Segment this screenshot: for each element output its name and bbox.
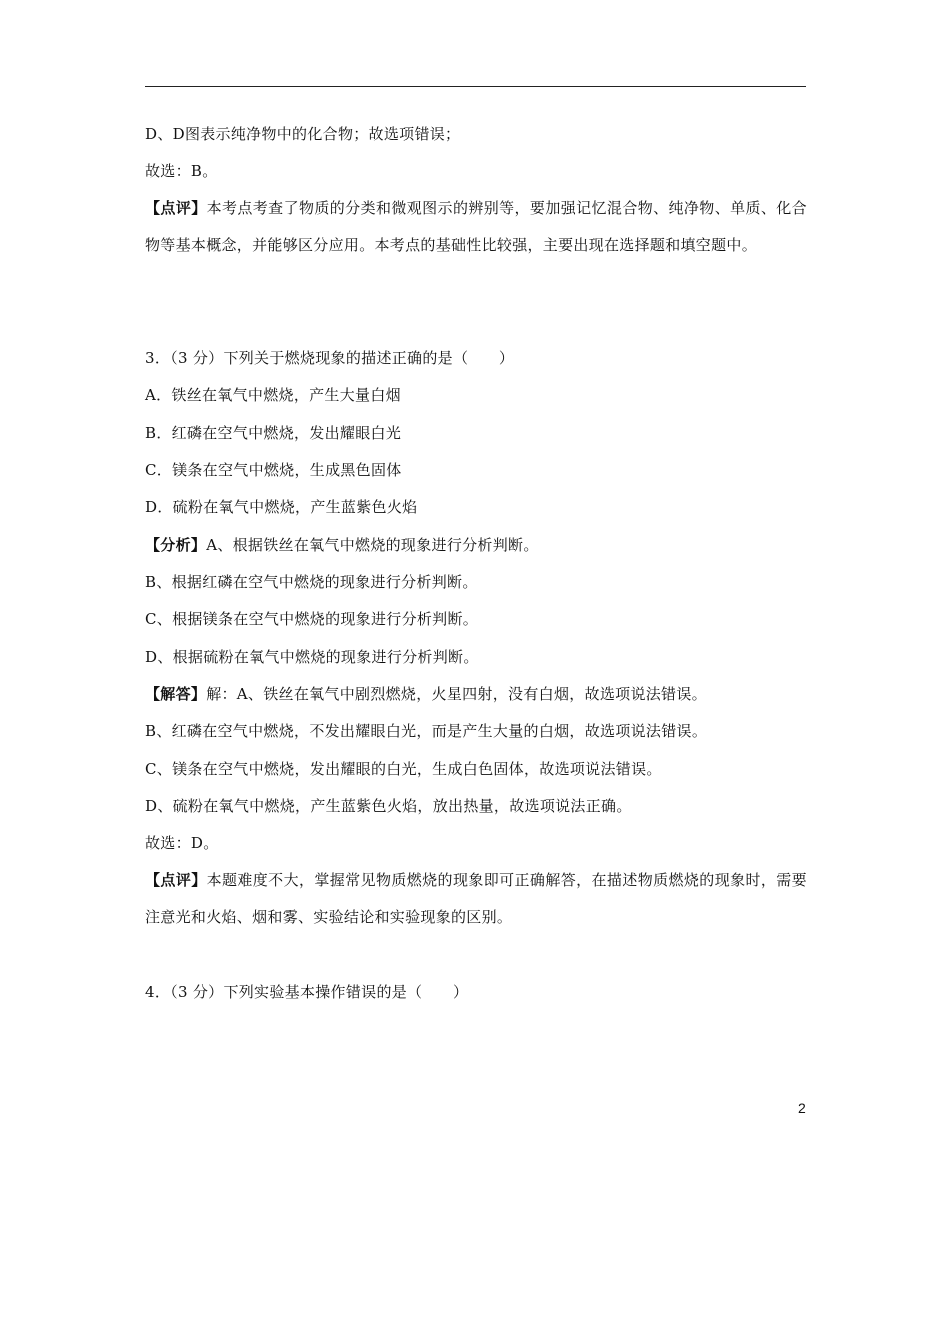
q3-analysis-b: B、根据红磷在空气中燃烧的现象进行分析判断。 xyxy=(145,573,478,591)
q2-comment-tag: 【点评】 xyxy=(145,199,207,217)
q3-option-b: B．红磷在空气中燃烧，发出耀眼白光 xyxy=(145,424,402,442)
q2-comment xyxy=(145,190,807,264)
q3-analysis-d: D、根据硫粉在氧气中燃烧的现象进行分析判断。 xyxy=(145,648,479,666)
q3-option-c: C．镁条在空气中燃烧，生成黑色固体 xyxy=(145,461,402,479)
q3-option-a: A．铁丝在氧气中燃烧，产生大量白烟 xyxy=(145,386,401,404)
q4-stem: 4．（3 分）下列实验基本操作错误的是（ ） xyxy=(145,983,469,1001)
q2-option-d-analysis: D、D图表示纯净物中的化合物；故选项错误； xyxy=(145,125,461,143)
q3-analysis-tag: 【分析】 xyxy=(145,536,207,554)
q2-comment-body: 本考点考查了物质的分类和微观图示的辨别等，要加强记忆混合物、纯净物、单质、化合物等基本概念，并能够区分应用。本考点的基础性比较强，主要出现在选择题和填空题中。 xyxy=(145,199,807,254)
q3-solution-text-a: 解：A、铁丝在氧气中剧烈燃烧，火星四射，没有白烟，故选项说法错误。 xyxy=(206,685,707,703)
q3-stem: 3．（3 分）下列关于燃烧现象的描述正确的是（ ） xyxy=(145,349,515,367)
q3-solution-a xyxy=(145,684,707,704)
header-rule xyxy=(145,86,806,87)
q3-solution-b: B、红磷在空气中燃烧，不发出耀眼白光，而是产生大量的白烟，故选项说法错误。 xyxy=(145,722,708,740)
q3-analysis-text-a: A、根据铁丝在氧气中燃烧的现象进行分析判断。 xyxy=(206,536,539,554)
q3-solution-d: D、硫粉在氧气中燃烧，产生蓝紫色火焰，放出热量，故选项说法正确。 xyxy=(145,797,632,815)
q3-option-d: D．硫粉在氧气中燃烧，产生蓝紫色火焰 xyxy=(145,498,418,516)
q3-comment xyxy=(145,862,807,936)
q3-comment-body: 本题难度不大，掌握常见物质燃烧的现象即可正确解答，在描述物质燃烧的现象时，需要注意光和火焰、烟和雾、实验结论和实验现象的区别。 xyxy=(145,871,807,926)
q3-analysis-c: C、根据镁条在空气中燃烧的现象进行分析判断。 xyxy=(145,610,479,628)
q3-answer: 故选：D。 xyxy=(145,834,219,852)
q3-analysis-a xyxy=(145,535,539,555)
q3-solution-tag: 【解答】 xyxy=(145,685,207,703)
q3-solution-c: C、镁条在空气中燃烧，发出耀眼的白光，生成白色固体，故选项说法错误。 xyxy=(145,760,662,778)
q2-answer: 故选：B。 xyxy=(145,162,218,180)
page-number: 2 xyxy=(798,1100,806,1116)
q3-comment-tag: 【点评】 xyxy=(145,871,207,889)
